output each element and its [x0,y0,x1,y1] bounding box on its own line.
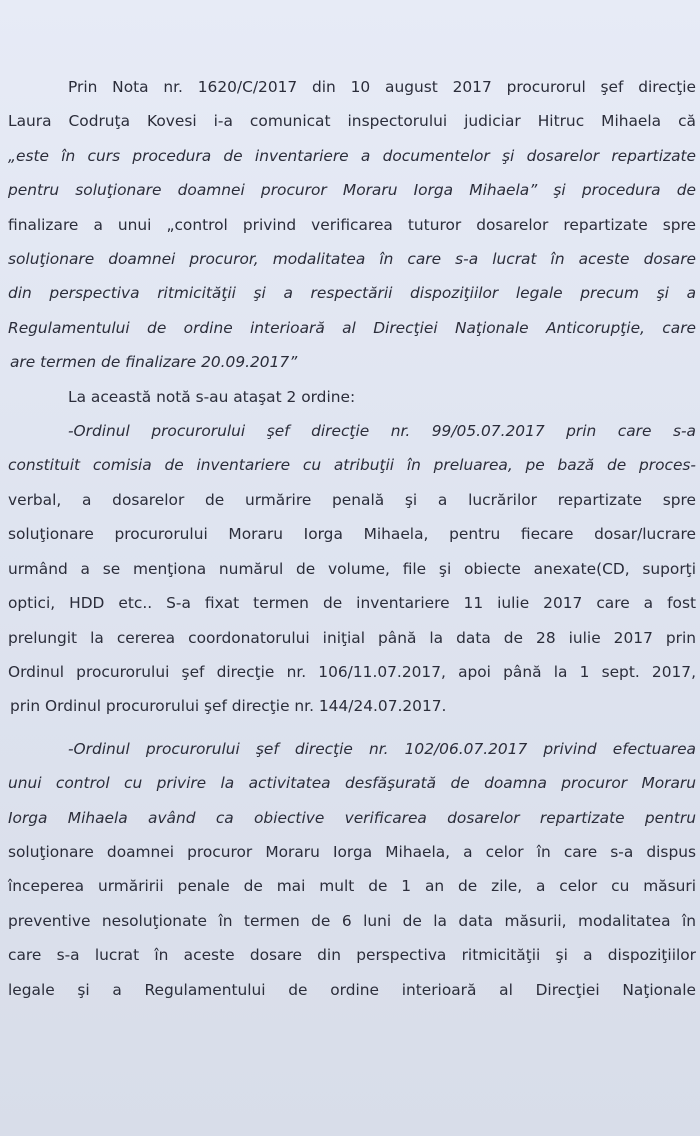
text-line: prin Ordinul procurorului şef direcţie nr. 144/24.07.2017. [10,697,447,716]
paragraph-ordin-102 [8,732,696,1007]
text-line: Iorga Mihaela având ca obiective verificarea dosarelor repartizate pentru [8,808,696,827]
text-line: prelungit la cererea coordonatorului iniţial până la data de 28 iulie 2017 prin [8,628,696,647]
text-line: Laura Codruţa Kovesi i-a comunicat inspectorului judiciar Hitruc Mihaela că [8,112,696,131]
text-line: Prin Nota nr. 1620/C/2017 din 10 august 2017 procurorul şef direcţie [68,78,696,96]
paragraph-nota [8,70,696,380]
text-line: „este în curs procedura de inventariere a documentelor şi dosarelor repartizate [8,146,696,165]
text-line: finalizare a unui „control privind verificarea tuturor dosarelor repartizate spre [8,215,696,234]
text-line: pentru soluţionare doamnei procuror Moraru Iorga Mihaela” şi procedura de [8,181,696,200]
paragraph-ordin-99 [8,414,696,724]
text-line: soluţionare doamnei procuror Moraru Iorga Mihaela, a celor în care s-a dispus [8,842,696,861]
text-line: optici, HDD etc.. S-a fixat termen de inventariere 11 iulie 2017 care a fost [8,594,696,613]
text-line: începerea urmăririi penale de mai mult de 1 an de zile, a celor cu măsuri [8,877,696,896]
text-line: preventive nesoluţionate în termen de 6 luni de la data măsurii, modalitatea în [8,911,696,930]
text-line: -Ordinul procurorului şef direcţie nr. 102/06.07.2017 privind efectuarea [68,739,696,758]
text-line: Ordinul procurorului şef direcţie nr. 106/11.07.2017, apoi până la 1 sept. 2017, [8,662,696,681]
text-line: Regulamentului de ordine interioară al Direcţiei Naţionale Anticorupţie, care [8,318,696,337]
text-line: soluţionare procurorului Moraru Iorga Mihaela, pentru fiecare dosar/lucrare [8,525,696,544]
text-line: -Ordinul procurorului şef direcţie nr. 99/05.07.2017 prin care s-a [68,422,696,441]
text-line: verbal, a dosarelor de urmărire penală şi a lucrărilor repartizate spre [8,490,696,509]
paragraph-ordine-intro [8,380,696,414]
text-line: unui control cu privire la activitatea desfăşurată de doamna procuror Moraru [8,774,696,793]
text-line: din perspectiva ritmicităţii şi a respectării dispoziţiilor legale precum şi a [8,284,696,303]
text-line: urmând a se menţiona numărul de volume, file şi obiecte anexate(CD, suporţi [8,559,696,578]
text-line: legale şi a Regulamentului de ordine interioară al Direcţiei Naţionale [8,980,696,999]
text-line: care s-a lucrat în aceste dosare din perspectiva ritmicităţii şi a dispoziţiilor [8,946,696,965]
text-line: La această notă s-au ataşat 2 ordine: [68,387,356,406]
text-line: are termen de finalizare 20.09.2017” [10,353,298,372]
text-line: constituit comisia de inventariere cu atribuţii în preluarea, pe bază de proces- [8,456,696,475]
paragraph-gap [8,724,696,732]
text-line: soluţionare doamnei procuror, modalitatea în care s-a lucrat în aceste dosare [8,250,696,269]
